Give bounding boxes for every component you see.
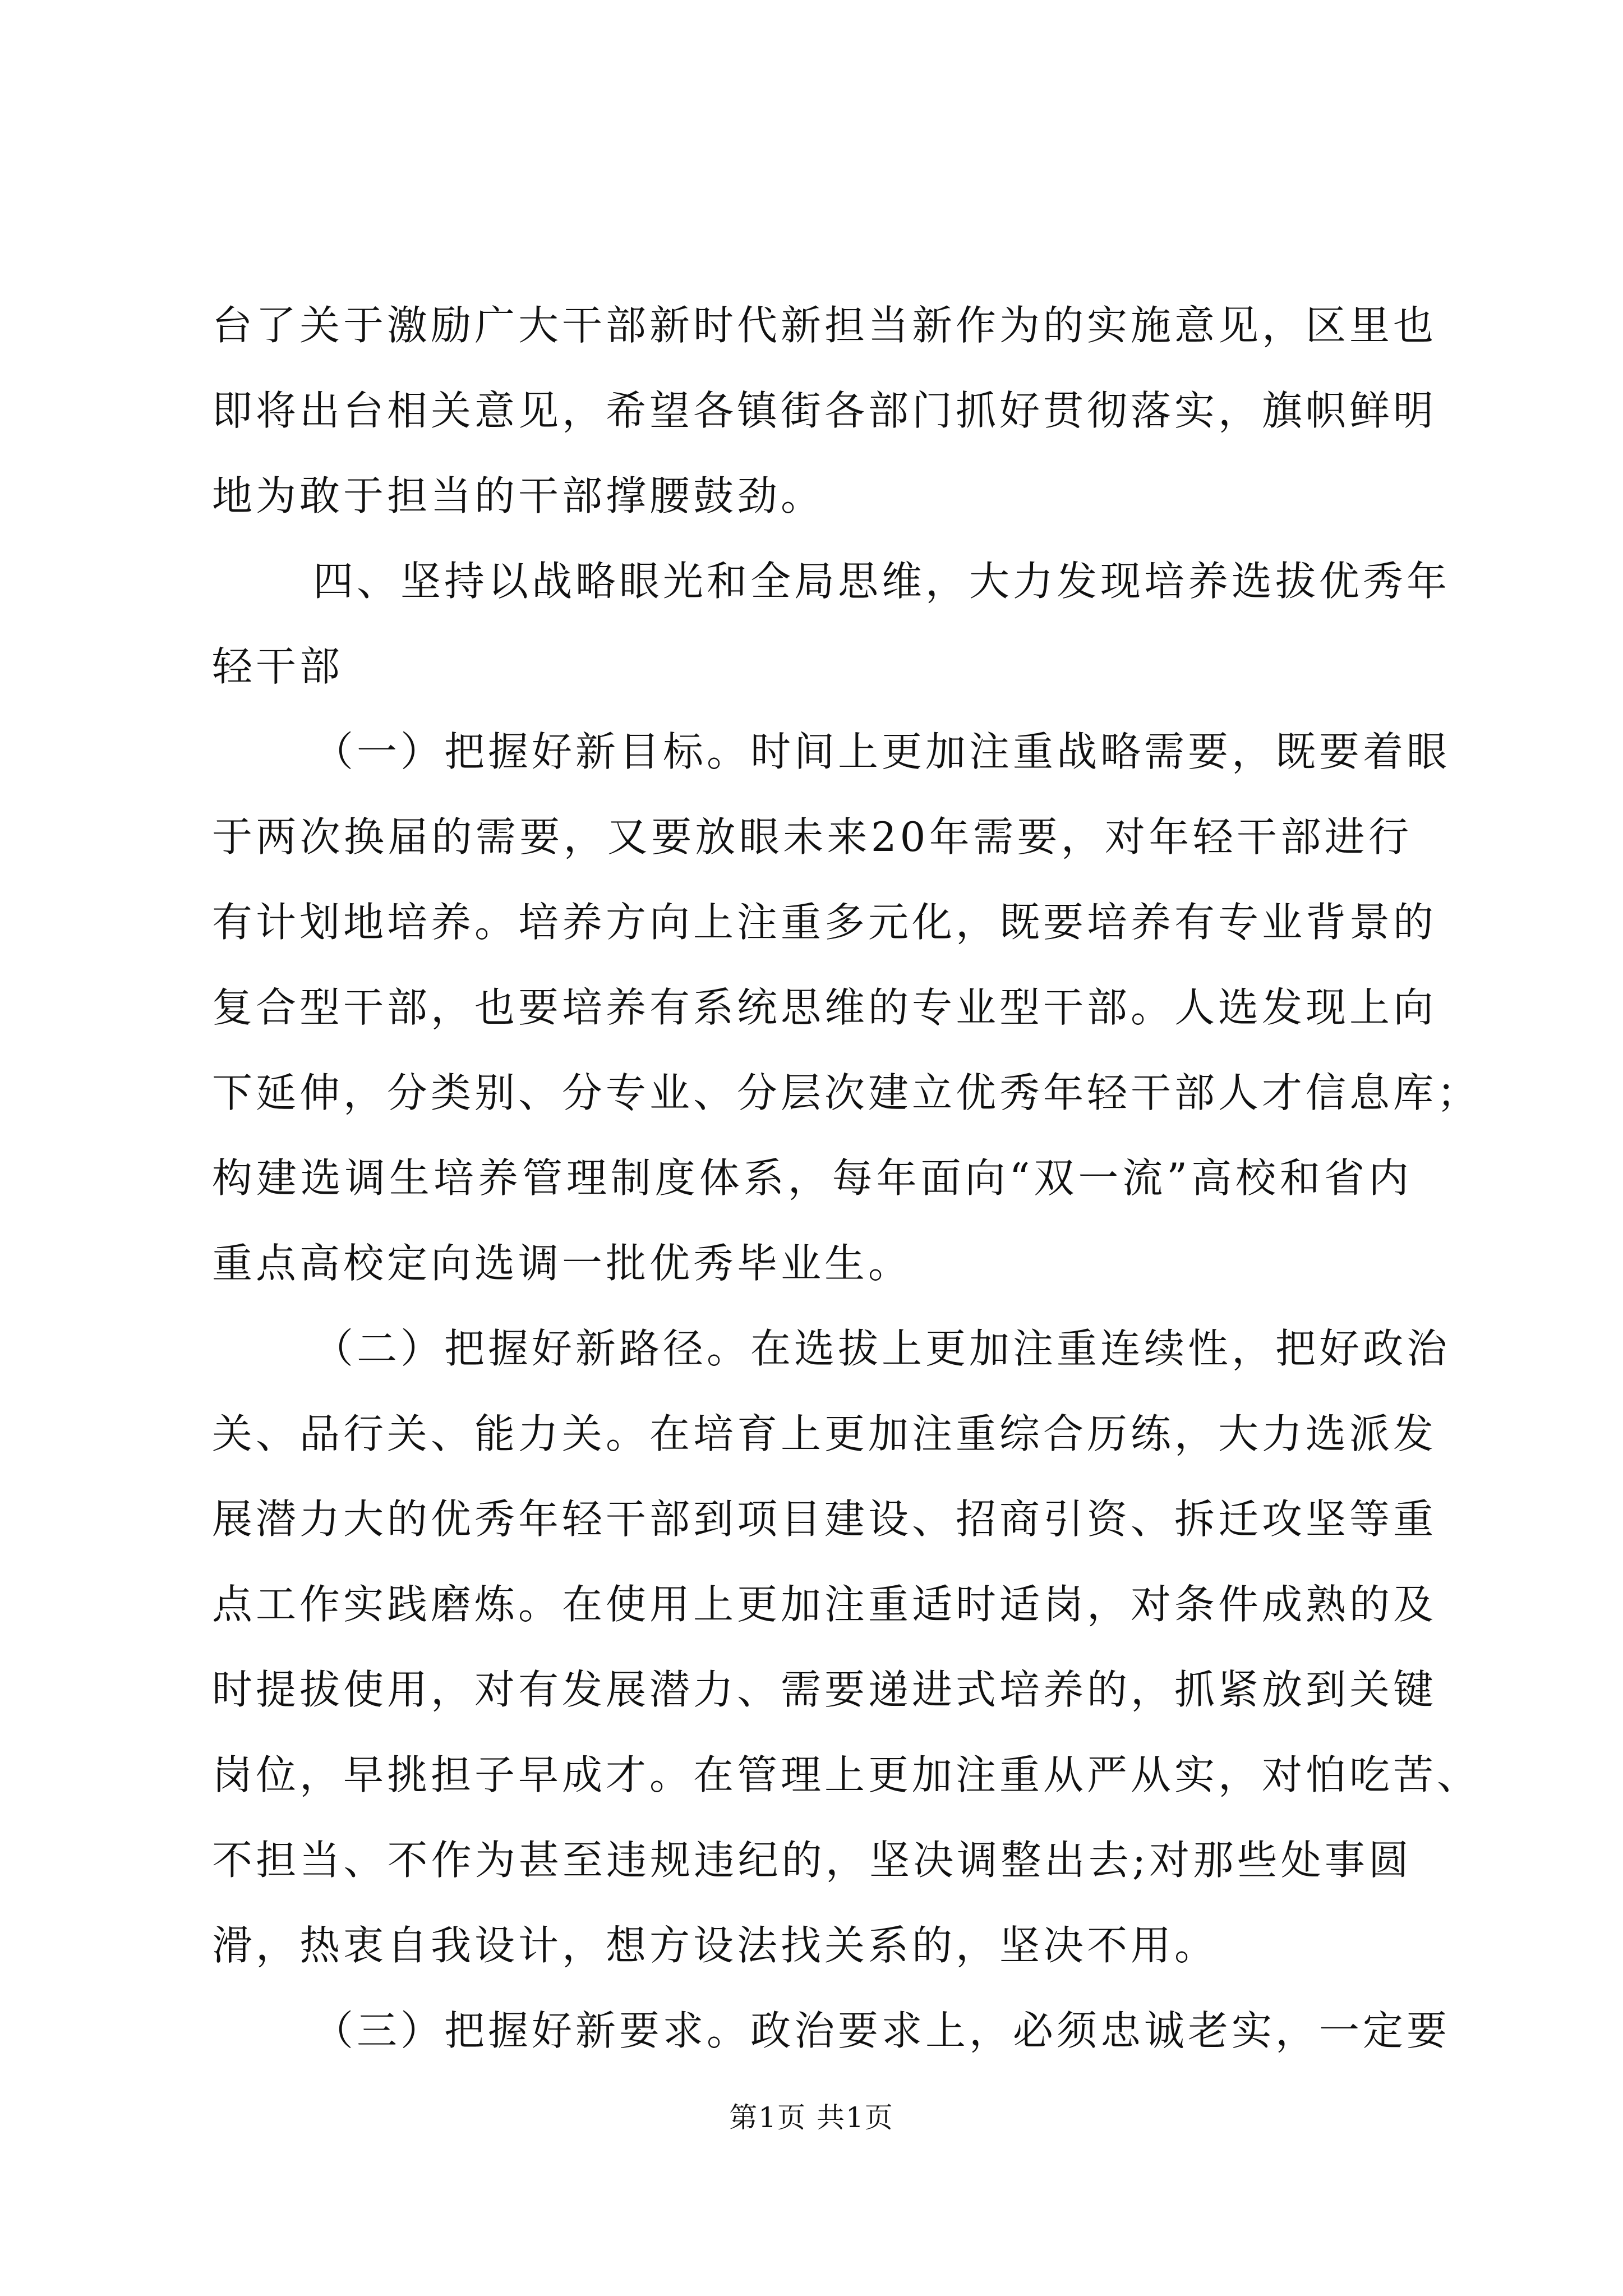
text-line: 即将出台相关意见，希望各镇街各部门抓好贯彻落实，旗帜鲜明 (212, 387, 1437, 434)
text-line: 滑，热衷自我设计，想方设法找关系的，坚决不用。 (212, 1922, 1219, 1969)
text-line: （一）把握好新目标。时间上更加注重战略需要，既要着眼 (313, 728, 1451, 775)
text-line: 构建选调生培养管理制度体系，每年面向“双一流”高校和省内 (212, 1154, 1412, 1202)
section-heading: 四、坚持以战略眼光和全局思维，大力发现培养选拔优秀年 (313, 558, 1451, 605)
text-line: 地为敢于担当的干部撑腰鼓劲。 (212, 472, 825, 519)
section-heading-cont: 轻干部 (212, 643, 344, 690)
text-line: 展潜力大的优秀年轻干部到项目建设、招商引资、拆迁攻坚等重 (212, 1496, 1437, 1543)
text-line: 于两次换届的需要，又要放眼未来20年需要，对年轻干部进行 (212, 813, 1412, 861)
text-line: 有计划地培养。培养方向上注重多元化，既要培养有专业背景的 (212, 899, 1437, 946)
text-line: 关、品行关、能力关。在培育上更加注重综合历练，大力选派发 (212, 1410, 1437, 1457)
page-footer: 第1页 共1页 (729, 2101, 894, 2134)
text-line: 重点高校定向选调一批优秀毕业生。 (212, 1240, 912, 1287)
text-line: 复合型干部，也要培养有系统思维的专业型干部。人选发现上向 (212, 984, 1437, 1031)
text-line: 台了关于激励广大干部新时代新担当新作为的实施意见，区里也 (212, 302, 1437, 349)
text-line: （二）把握好新路径。在选拔上更加注重连续性，把好政治 (313, 1325, 1451, 1372)
text-line: 不担当、不作为甚至违规违纪的，坚决调整出去;对那些处事圆 (212, 1837, 1412, 1884)
text-line: （三）把握好新要求。政治要求上，必须忠诚老实，一定要 (313, 2007, 1451, 2054)
text-line: 岗位，早挑担子早成才。在管理上更加注重从严从实，对怕吃苦、 (212, 1751, 1481, 1798)
text-line: 时提拔使用，对有发展潜力、需要递进式培养的，抓紧放到关键 (212, 1666, 1437, 1713)
text-line: 下延伸，分类别、分专业、分层次建立优秀年轻干部人才信息库； (212, 1069, 1481, 1116)
text-line: 点工作实践磨炼。在使用上更加注重适时适岗，对条件成熟的及 (212, 1581, 1437, 1628)
